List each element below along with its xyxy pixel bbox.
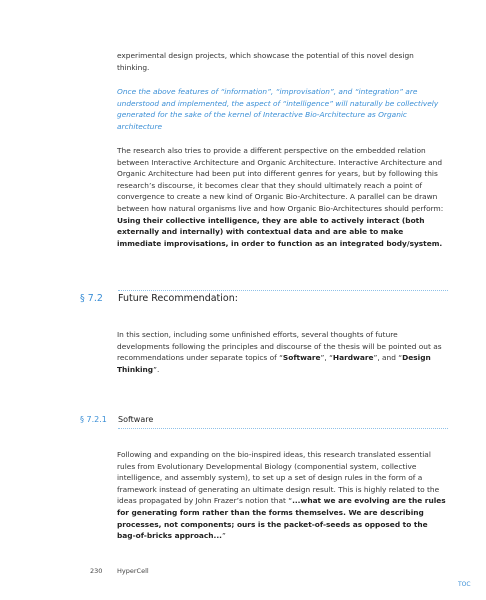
book-title: HyperCell xyxy=(117,567,149,575)
section-title: Software xyxy=(118,415,154,424)
intro-paragraph: experimental design projects, which showcase the potential of this novel design thinking. xyxy=(117,51,414,72)
section-title: Future Recommendation: xyxy=(118,293,238,304)
page-number: 230 xyxy=(90,567,103,575)
heading-rule-top xyxy=(118,290,448,291)
toc-link[interactable]: TOC xyxy=(458,581,471,588)
topic-software: Software xyxy=(282,353,321,363)
heading-rule-bottom xyxy=(118,428,448,429)
paragraph-emphasis: Using their collective intelligence, they are able to actively interact (both externally and internally) with contextual data and are able to make immediate improvisations, in order to function as an integrated body/system. xyxy=(117,215,443,248)
section-number: § 7.2.1 xyxy=(80,415,107,424)
section-heading-7-2 xyxy=(80,290,448,304)
section-heading-7-2-1 xyxy=(80,412,448,426)
software-paragraph: Following and expanding on the bio-inspired ideas, this research translated essential rules from Evolutionary Developmental Biology (componential system, collective intelligence, and assembly system), to set up a set of design rules in the form of a framework instead of generating an ultimate design result. This is highly related to the ideas propagated by John Frazer’s notion that “...what we are evolving are the rules for generating form rather than the forms themselves. We are describing processes, not components; ours is the packet-of-seeds as opposed to the bag-of-bricks approach...” xyxy=(117,450,446,541)
topic-design-thinking: Design Thinking xyxy=(117,353,431,374)
frazer-quote: ...what we are evolving are the rules for generating form rather than the forms themselves. We are describing processes, not components; ours is the packet-of-seeds as opposed to the bag-of-bricks approach... xyxy=(117,496,446,541)
paragraph-text: The research also tries to provide a different perspective on the embedded relation between Interactive Architecture and Organic Architecture. Interactive Architecture and Organic Architecture had been put into different genres for years, but by following this research’s discourse, it becomes clear that they should ultimately reach a point of convergence to create a new kind of Organic Bio-Architecture. A parallel can be drawn between how natural organisms live and how Organic Bio-Architectures should perform: xyxy=(117,146,444,213)
body-paragraph xyxy=(117,145,447,249)
section-number: § 7.2 xyxy=(80,293,103,304)
pull-quote: Once the above features of “information”, “improvisation”, and “integration” are understood and implemented, the aspect of “intelligence” will naturally be collectively generated for the sake of the kernel of Interactive Bio-Architecture as Organic architecture xyxy=(117,87,439,131)
recommendation-paragraph: In this section, including some unfinished efforts, several thoughts of future developments following the principles and discourse of the thesis will be pointed out as recommendations under separate topics of “Software”, “Hardware”, and “Design Thinking”. xyxy=(117,330,442,374)
topic-hardware: Hardware xyxy=(332,353,374,363)
